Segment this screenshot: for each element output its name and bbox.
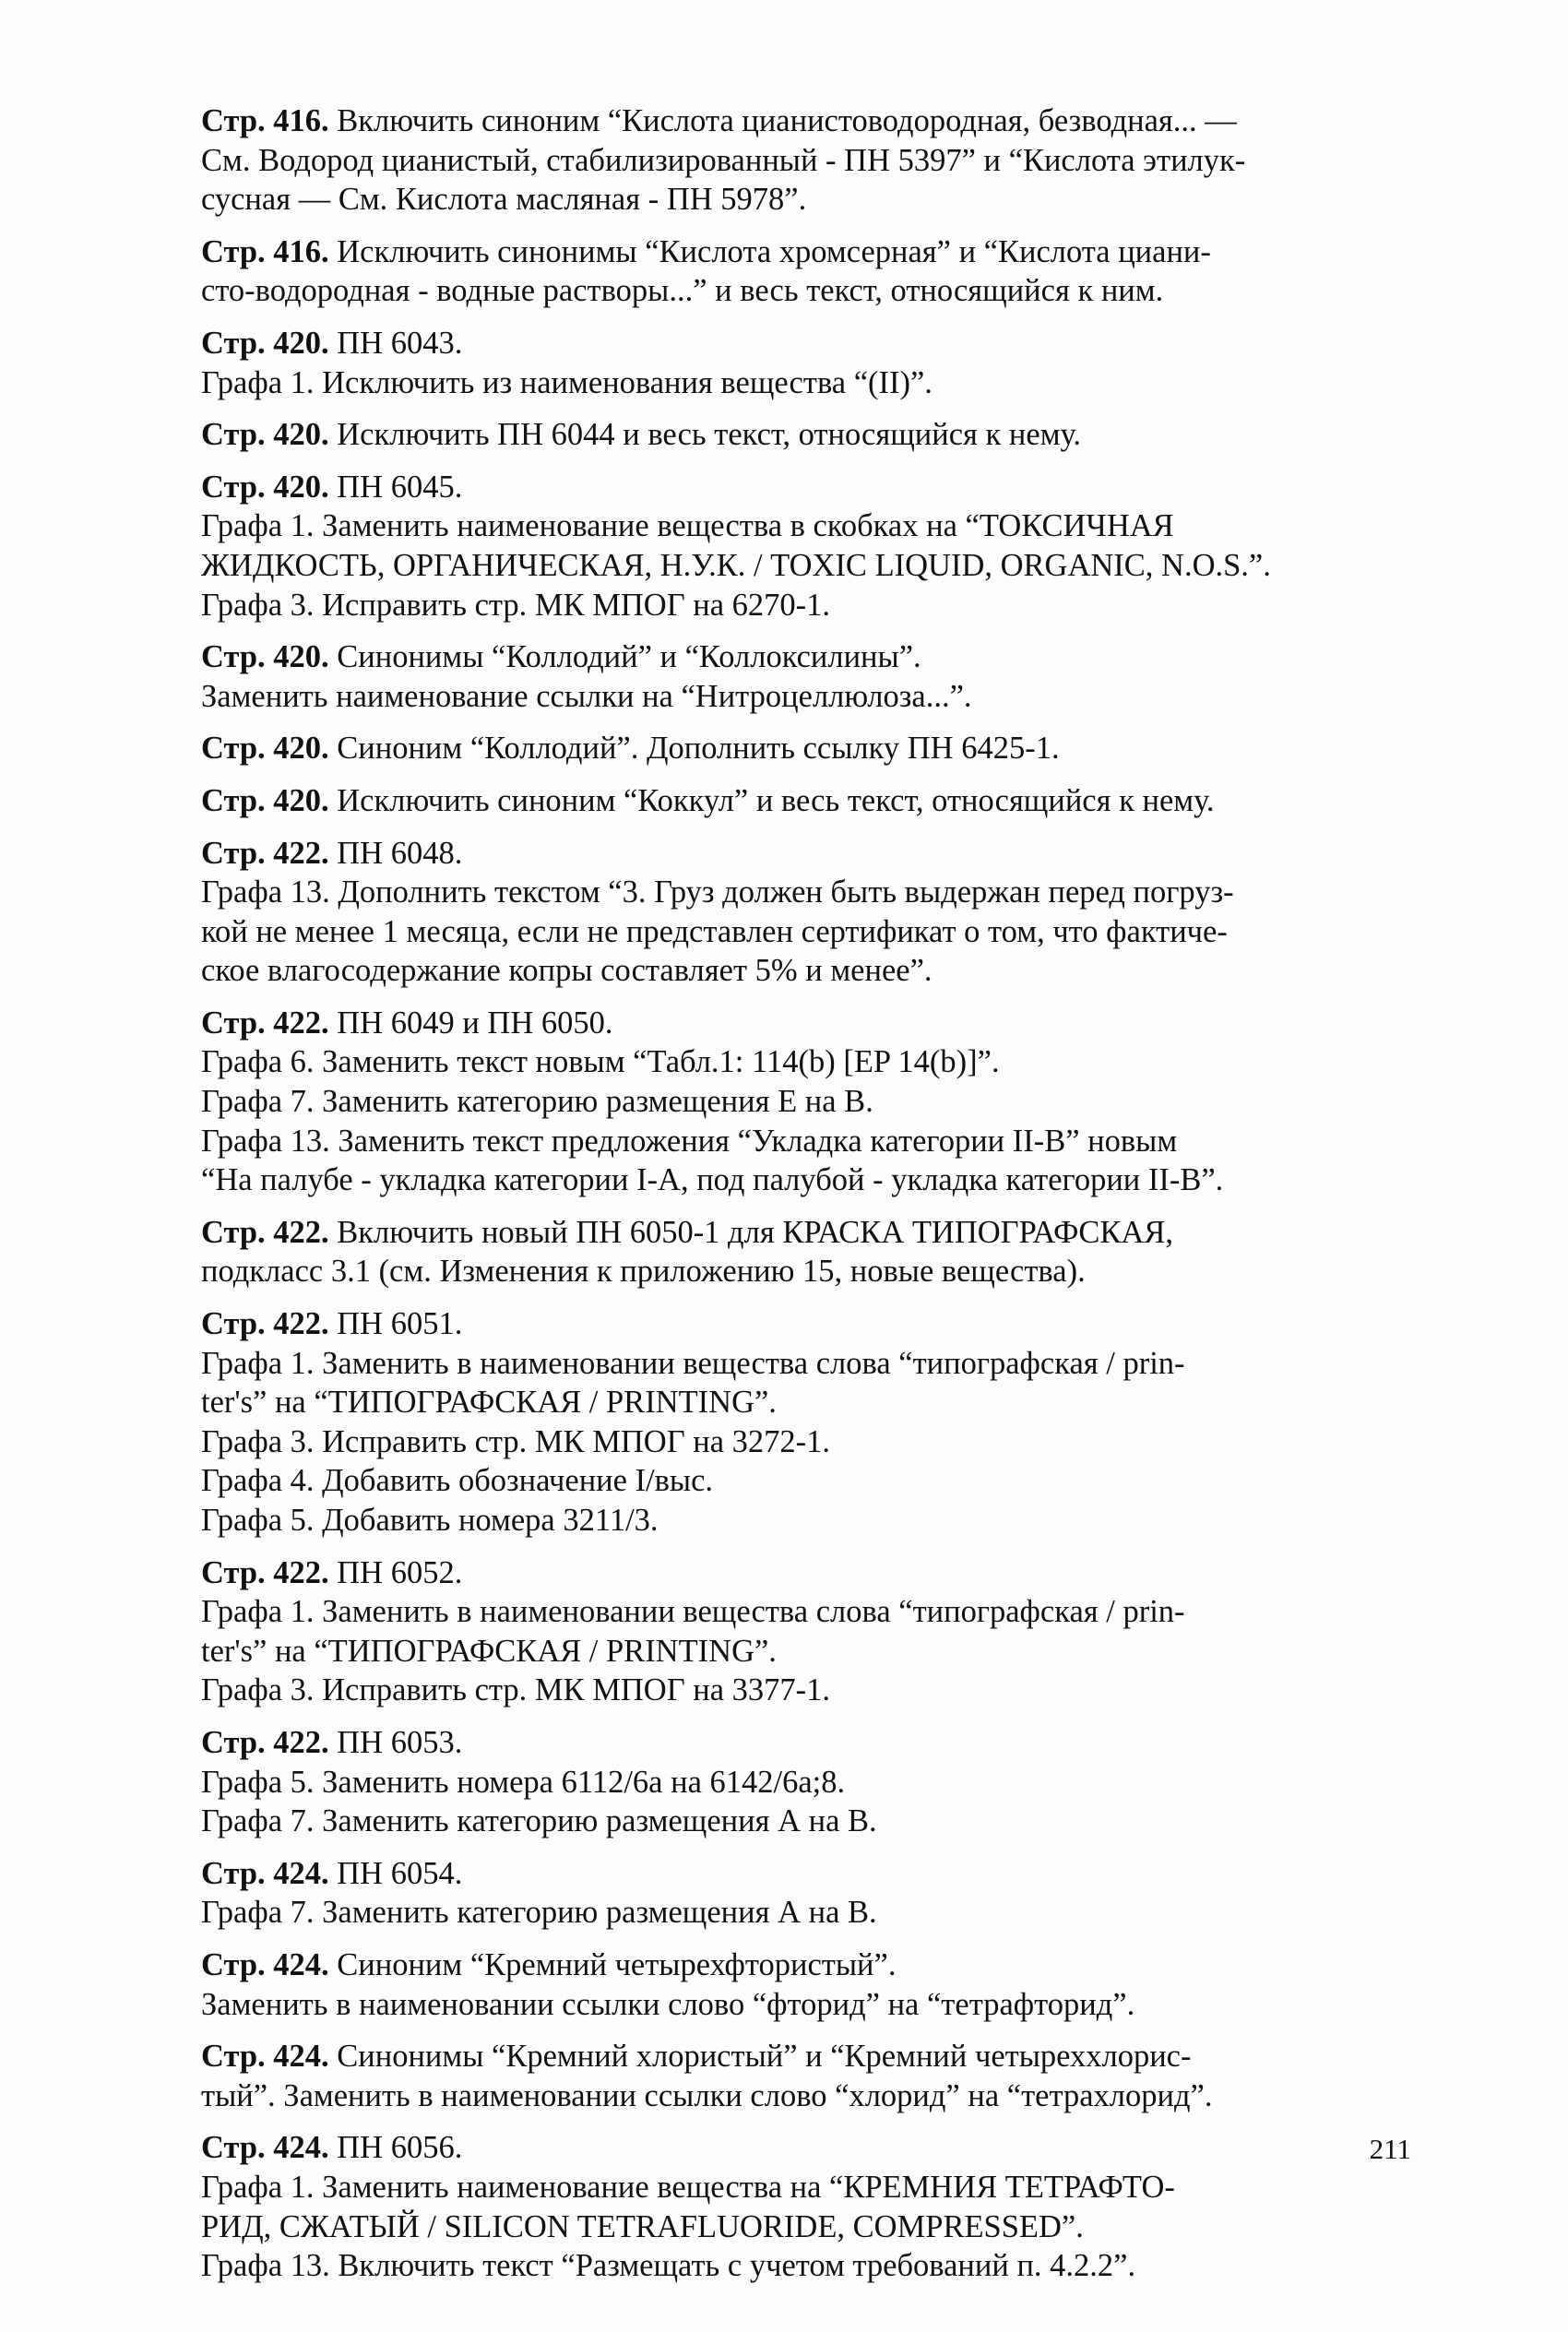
text-line bbox=[201, 781, 1420, 821]
entry-text: Синоним “Коллодий”. Дополнить ссылку ПН 6425-1. bbox=[328, 731, 1060, 767]
text-line: Графа 7. Заменить категорию размещения А на В. bbox=[201, 1803, 877, 1839]
text-line: Заменить в наименовании ссылки слово “фторид” на “тетрафторид”. bbox=[201, 1986, 1135, 2022]
amendment-entry bbox=[201, 1945, 1420, 2024]
text-line bbox=[201, 101, 1420, 141]
page-reference: Стр. 422. bbox=[201, 835, 329, 871]
text-line bbox=[201, 1854, 1420, 1894]
amendment-entry bbox=[201, 1723, 1420, 1841]
text-line bbox=[201, 468, 1420, 507]
text-line bbox=[201, 2128, 1420, 2168]
text-line: подкласс 3.1 (см. Изменения к приложению 15, новые вещества). bbox=[201, 1254, 1086, 1290]
text-line: Графа 1. Заменить в наименовании вещества слова “типографская / prin- bbox=[201, 1594, 1185, 1630]
page-reference: Стр. 416. bbox=[201, 233, 329, 269]
entry-text: Включить новый ПН 6050-1 для КРАСКА ТИПОГРАФСКАЯ, bbox=[328, 1214, 1173, 1250]
text-line: Заменить наименование ссылки на “Нитроцеллюлоза...”. bbox=[201, 678, 972, 714]
text-line bbox=[201, 1304, 1420, 1344]
page-reference: Стр. 420. bbox=[201, 417, 329, 453]
page-reference: Стр. 420. bbox=[201, 782, 329, 818]
text-line: Графа 7. Заменить категорию размещения А на В. bbox=[201, 1895, 877, 1931]
text-line bbox=[201, 2037, 1420, 2076]
page-reference: Стр. 424. bbox=[201, 1946, 329, 1982]
page-reference: Стр. 422. bbox=[201, 1005, 329, 1041]
page-reference: Стр. 420. bbox=[201, 731, 329, 767]
amendment-entry bbox=[201, 729, 1420, 768]
entry-text: ПН 6045. bbox=[328, 469, 463, 505]
text-line: сто-водородная - водные растворы...” и весь текст, относящийся к ним. bbox=[201, 273, 1164, 309]
amendment-entry bbox=[201, 324, 1420, 402]
text-line: сусная — См. Кислота масляная - ПН 5978”. bbox=[201, 182, 807, 218]
text-line bbox=[201, 415, 1420, 455]
entry-text: ПН 6056. bbox=[328, 2130, 463, 2166]
document-body bbox=[201, 101, 1420, 2286]
entry-text: Включить синоним “Кислота цианистоводородная, безводная... — bbox=[328, 103, 1237, 138]
text-line: Графа 3. Исправить стр. МК МПОГ на 6270-1. bbox=[201, 587, 831, 623]
page-reference: Стр. 420. bbox=[201, 325, 329, 361]
entry-text: ПН 6054. bbox=[328, 1855, 463, 1891]
amendment-entry bbox=[201, 2037, 1420, 2115]
entry-text: ПН 6052. bbox=[328, 1554, 463, 1590]
entry-text: Исключить ПН 6044 и весь текст, относящийся к нему. bbox=[328, 417, 1081, 453]
text-line: Графа 1. Заменить наименование вещества на “КРЕМНИЯ ТЕТРАФТО- bbox=[201, 2169, 1175, 2205]
text-line bbox=[201, 637, 1420, 677]
page-reference: Стр. 420. bbox=[201, 469, 329, 505]
text-line bbox=[201, 834, 1420, 874]
page-reference: Стр. 424. bbox=[201, 2130, 329, 2166]
text-line: ское влагосодержание копры составляет 5% и менее”. bbox=[201, 953, 932, 989]
text-line bbox=[201, 1723, 1420, 1763]
page-reference: Стр. 420. bbox=[201, 639, 329, 675]
text-line: ter's” на “ТИПОГРАФСКАЯ / PRINTING”. bbox=[201, 1385, 777, 1421]
text-line: Графа 13. Включить текст “Размещать с учетом требований п. 4.2.2”. bbox=[201, 2248, 1136, 2284]
text-line bbox=[201, 1553, 1420, 1593]
text-line: кой не менее 1 месяца, если не представлен сертификат о том, что фактиче- bbox=[201, 913, 1228, 949]
text-line bbox=[201, 324, 1420, 363]
page-reference: Стр. 422. bbox=[201, 1724, 329, 1760]
text-line: ter's” на “ТИПОГРАФСКАЯ / PRINTING”. bbox=[201, 1633, 777, 1669]
page-reference: Стр. 422. bbox=[201, 1214, 329, 1250]
amendment-entry bbox=[201, 468, 1420, 625]
entry-text: ПН 6053. bbox=[328, 1724, 463, 1760]
text-line: Графа 4. Добавить обозначение I/выс. bbox=[201, 1463, 714, 1499]
amendment-entry bbox=[201, 1004, 1420, 1200]
text-line bbox=[201, 1004, 1420, 1043]
page-number: 211 bbox=[1369, 2133, 1411, 2165]
text-line: Графа 1. Заменить в наименовании вещества слова “типографская / prin- bbox=[201, 1345, 1185, 1381]
text-line: Графа 13. Дополнить текстом “3. Груз должен быть выдержан перед погруз- bbox=[201, 874, 1234, 910]
text-line bbox=[201, 1213, 1420, 1253]
text-line bbox=[201, 729, 1420, 768]
text-line: Графа 1. Исключить из наименования вещества “(II)”. bbox=[201, 364, 932, 400]
page-reference: Стр. 424. bbox=[201, 2039, 329, 2075]
page-reference: Стр. 422. bbox=[201, 1306, 329, 1342]
amendment-entry bbox=[201, 637, 1420, 716]
text-line: См. Водород цианистый, стабилизированный - ПН 5397” и “Кислота этилук- bbox=[201, 142, 1246, 178]
page-reference: Стр. 424. bbox=[201, 1855, 329, 1891]
text-line: Графа 3. Исправить стр. МК МПОГ на 3272-1. bbox=[201, 1423, 831, 1459]
text-line: Графа 5. Заменить номера 6112/6а на 6142/6а;8. bbox=[201, 1764, 846, 1800]
entry-text: Исключить синоним “Коккул” и весь текст, относящийся к нему. bbox=[328, 782, 1215, 818]
text-line: Графа 5. Добавить номера 3211/3. bbox=[201, 1503, 659, 1538]
page-reference: Стр. 416. bbox=[201, 103, 329, 138]
text-line: тый”. Заменить в наименовании ссылки слово “хлорид” на “тетрахлорид”. bbox=[201, 2077, 1213, 2113]
text-line: “На палубе - укладка категории I-A, под палубой - укладка категории II-B”. bbox=[201, 1162, 1224, 1198]
text-line: Графа 3. Исправить стр. МК МПОГ на 3377-1. bbox=[201, 1672, 831, 1708]
page-reference: Стр. 422. bbox=[201, 1554, 329, 1590]
entry-text: ПН 6048. bbox=[328, 835, 463, 871]
amendment-entry bbox=[201, 834, 1420, 991]
amendment-entry bbox=[201, 232, 1420, 311]
text-line: РИД, СЖАТЫЙ / SILICON TETRAFLUORIDE, COMPRESSED”. bbox=[201, 2208, 1084, 2244]
text-line: Графа 6. Заменить текст новым “Табл.1: 114(b) [EP 14(b)]”. bbox=[201, 1044, 1000, 1080]
amendment-entry bbox=[201, 415, 1420, 455]
amendment-entry bbox=[201, 101, 1420, 220]
entry-text: Синонимы “Коллодий” и “Коллоксилины”. bbox=[328, 639, 921, 675]
entry-text: ПН 6049 и ПН 6050. bbox=[328, 1005, 613, 1041]
amendment-entry bbox=[201, 1213, 1420, 1291]
amendment-entry bbox=[201, 781, 1420, 821]
amendment-entry bbox=[201, 1304, 1420, 1541]
text-line bbox=[201, 1945, 1420, 1985]
amendment-entry bbox=[201, 1854, 1420, 1933]
text-line: Графа 13. Заменить текст предложения “Укладка категории II-B” новым bbox=[201, 1123, 1178, 1159]
entry-text: Синонимы “Кремний хлористый” и “Кремний четыреххлорис- bbox=[328, 2039, 1192, 2075]
text-line: Графа 7. Заменить категорию размещения Е на В. bbox=[201, 1084, 873, 1120]
text-line bbox=[201, 232, 1420, 272]
entry-text: ПН 6043. bbox=[328, 325, 463, 361]
amendment-entry bbox=[201, 2128, 1420, 2285]
entry-text: Исключить синонимы “Кислота хромсерная” и “Кислота циани- bbox=[328, 233, 1211, 269]
entry-text: Синоним “Кремний четырехфтористый”. bbox=[328, 1946, 897, 1982]
text-line: ЖИДКОСТЬ, ОРГАНИЧЕСКАЯ, Н.У.К. / TOXIC LIQUID, ORGANIC, N.O.S.”. bbox=[201, 547, 1271, 583]
entry-text: ПН 6051. bbox=[328, 1306, 463, 1342]
text-line: Графа 1. Заменить наименование вещества в скобках на “ТОКСИЧНАЯ bbox=[201, 508, 1174, 544]
amendment-entry bbox=[201, 1553, 1420, 1710]
